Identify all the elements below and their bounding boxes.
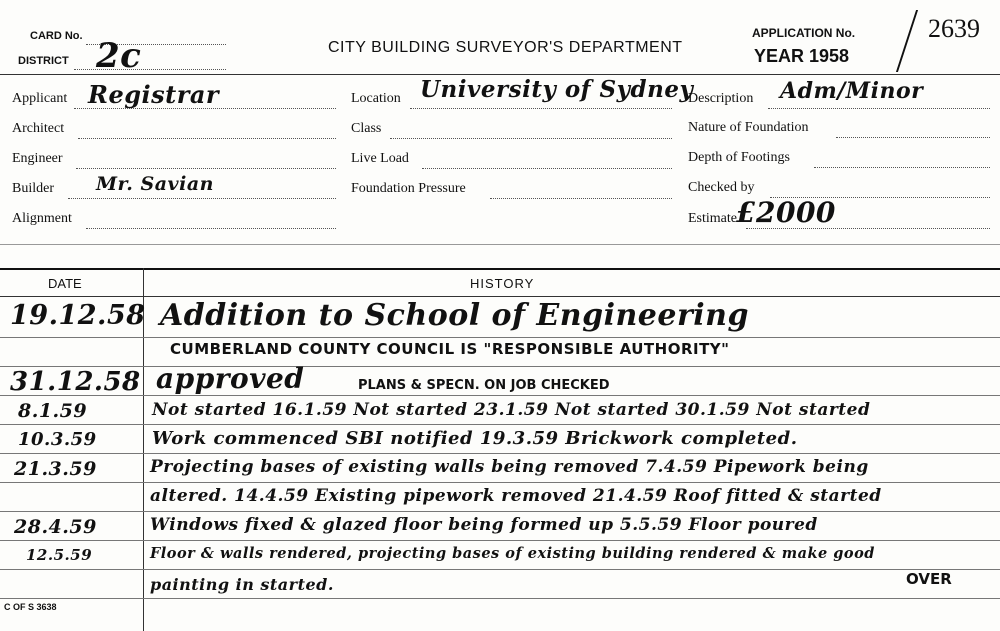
history-row-date: 31.12.58 <box>10 367 141 397</box>
location-value: University of Sydney <box>420 76 694 103</box>
history-row-text: altered. 14.4.59 Existing pipework removed 21.4.59 Roof fitted & started <box>150 486 882 506</box>
alignment-label: Alignment <box>12 211 72 226</box>
history-row-text: painting in started. <box>150 575 334 594</box>
history-row-stamp: PLANS & SPECN. ON JOB CHECKED <box>358 378 610 393</box>
history-header: HISTORY <box>470 276 535 291</box>
foundation-pressure-label: Foundation Pressure <box>351 181 466 196</box>
description-value: Adm/Minor <box>780 78 924 104</box>
history-row-text: approved <box>156 362 305 395</box>
location-label: Location <box>351 91 401 106</box>
description-label: Description <box>688 91 754 106</box>
department-title: CITY BUILDING SURVEYOR'S DEPARTMENT <box>328 39 683 56</box>
district-value: 2c <box>96 36 142 76</box>
depth-of-footings-label: Depth of Footings <box>688 150 790 165</box>
year-label: YEAR 1958 <box>754 46 850 66</box>
applicant-label: Applicant <box>12 91 68 106</box>
history-row-text: CUMBERLAND COUNTY COUNCIL IS "RESPONSIBLE AUTHORITY" <box>170 340 730 358</box>
history-row-date: 12.5.59 <box>26 546 93 564</box>
engineer-label: Engineer <box>12 151 63 166</box>
applicant-value: Registrar <box>88 80 220 109</box>
history-row-text: Work commenced SBI notified 19.3.59 Brickwork completed. <box>152 428 798 449</box>
history-row-date: 28.4.59 <box>14 516 97 538</box>
history-row-date: 8.1.59 <box>18 400 88 422</box>
application-number: 2639 <box>928 14 980 43</box>
builder-value: Mr. Savian <box>96 173 214 195</box>
estimate-value: £2000 <box>736 196 836 229</box>
live-load-label: Live Load <box>351 151 409 166</box>
estimate-label: Estimate <box>688 211 737 226</box>
history-row-text: Windows fixed & glazed floor being formed up 5.5.59 Floor poured <box>150 515 818 535</box>
date-header: DATE <box>48 276 82 291</box>
history-row-text: Addition to School of Engineering <box>160 298 749 333</box>
nature-of-foundation-label: Nature of Foundation <box>688 120 809 135</box>
checked-by-label: Checked by <box>688 180 755 195</box>
history-row-text: Floor & walls rendered, projecting bases of existing building rendered & make good <box>150 545 875 562</box>
history-row-date: 10.3.59 <box>18 429 97 450</box>
card-no-label: CARD No. <box>30 30 83 42</box>
over-label: OVER <box>906 570 952 588</box>
application-label: APPLICATION No. <box>752 26 856 40</box>
history-row-text: Not started 16.1.59 Not started 23.1.59 Not started 30.1.59 Not started <box>152 400 871 420</box>
form-code: C OF S 3638 <box>4 602 57 612</box>
history-row-date: 19.12.58 <box>10 300 146 331</box>
district-label: DISTRICT <box>18 55 69 67</box>
application-divider <box>896 10 918 72</box>
builder-label: Builder <box>12 181 54 196</box>
history-row-date: 21.3.59 <box>14 458 97 480</box>
history-row-text: Projecting bases of existing walls being removed 7.4.59 Pipework being <box>150 457 869 477</box>
architect-label: Architect <box>12 121 65 136</box>
class-label: Class <box>351 121 382 136</box>
